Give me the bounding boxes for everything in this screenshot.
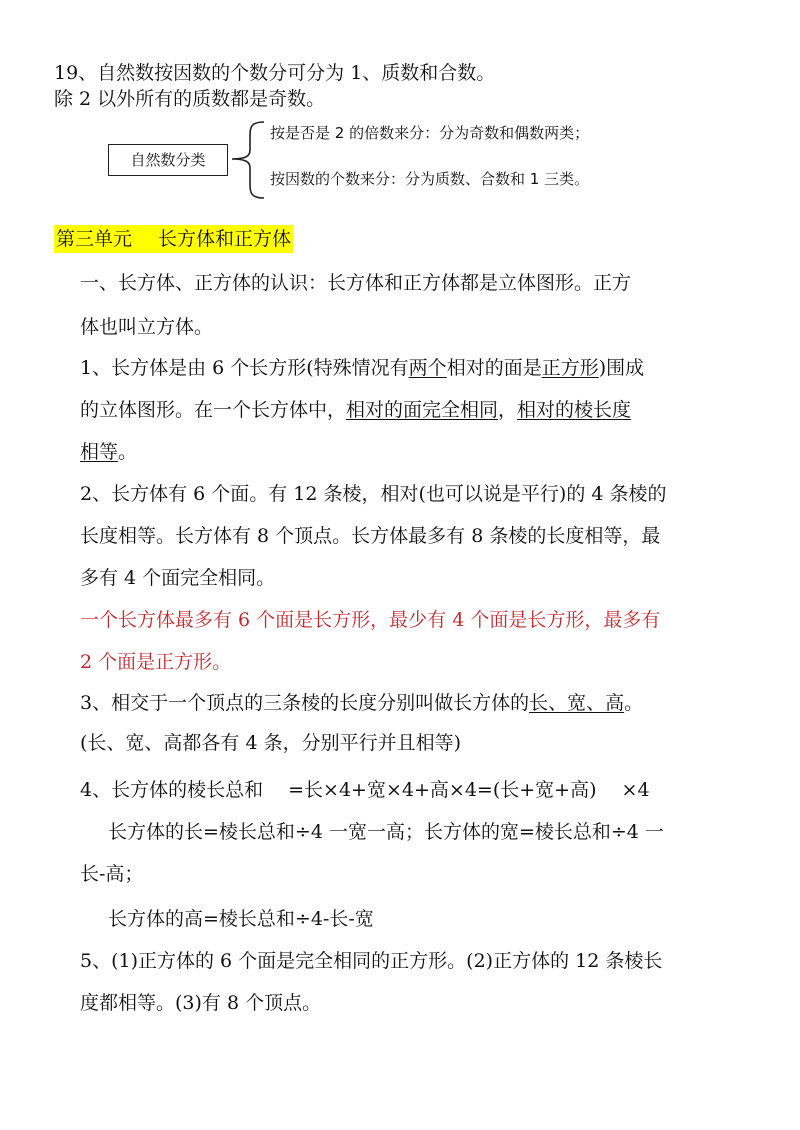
diagram-branch-factors: 按因数的个数来分：分为质数、合数和 1 三类。 xyxy=(270,170,590,188)
point1-text-e: ， xyxy=(498,399,518,421)
point1-text-b: 相对的面是 xyxy=(446,357,542,379)
point5-line1: 5、(1)正方体的 6 个面是完全相同的正方形。(2)正方体的 12 条棱长 xyxy=(80,950,663,972)
section1-line2: 体也叫立方体。 xyxy=(80,316,214,338)
item19-line1: 19、自然数按因数的个数分可分为 1、质数和合数。 xyxy=(54,62,496,84)
unit-heading xyxy=(54,225,293,253)
point1-underline-equal: 相等 xyxy=(80,441,119,463)
point3-line1 xyxy=(80,688,643,715)
point2-line2: 长度相等。长方体有 8 个顶点。长方体最多有 8 条棱的长度相等，最 xyxy=(80,525,661,547)
point3-text-b: 。 xyxy=(624,692,644,714)
point1-line3 xyxy=(80,437,137,464)
red-note-line1: 一个长方体最多有 6 个面是长方形，最少有 4 个面是长方形，最多有 xyxy=(80,609,661,631)
point3-underline-lwh: 长、宽、高 xyxy=(529,692,625,714)
point1-text-a: 1、长方体是由 6 个长方形(特殊情况有 xyxy=(80,357,409,379)
item19-line2: 除 2 以外所有的质数都是奇数。 xyxy=(54,88,326,110)
point1-underline-square: 正方形 xyxy=(541,357,599,379)
point2-line3: 多有 4 个面完全相同。 xyxy=(80,567,276,589)
unit-label: 第三单元 xyxy=(56,228,133,250)
point4-line3: 长-高； xyxy=(80,863,144,885)
point3-text-a: 3、相交于一个顶点的三条棱的长度分别叫做长方体的 xyxy=(80,692,530,714)
point1-text-c: )围成 xyxy=(598,357,645,379)
point4-line2: 长方体的长=棱长总和÷4 一宽一高；长方体的宽=棱长总和÷4 一 xyxy=(108,821,664,843)
section1-line1: 一、长方体、正方体的认识：长方体和正方体都是立体图形。正方 xyxy=(80,272,632,294)
point1-text-f: 。 xyxy=(118,441,138,463)
natural-number-classification-diagram xyxy=(108,120,668,200)
point4-line4: 长方体的高=棱长总和÷4-长-宽 xyxy=(108,908,374,930)
diagram-branch-parity: 按是否是 2 的倍数来分：分为奇数和偶数两类； xyxy=(270,124,590,142)
point1-line1 xyxy=(80,353,644,380)
point1-text-d: 的立体图形。在一个长方体中， xyxy=(80,399,347,421)
point1-underline-edges: 相对的棱长度 xyxy=(517,399,632,421)
red-note-line2: 2 个面是正方形。 xyxy=(80,651,232,673)
diagram-root-box: 自然数分类 xyxy=(108,144,228,176)
point1-underline-two: 两个 xyxy=(408,357,447,379)
point2-line1: 2、长方体有 6 个面。有 12 条棱，相对(也可以说是平行)的 4 条棱的 xyxy=(80,483,667,505)
point5-line2: 度都相等。(3)有 8 个顶点。 xyxy=(80,992,322,1014)
point1-line2 xyxy=(80,395,631,422)
curly-brace-icon xyxy=(226,120,270,200)
point3-line2: (长、宽、高都各有 4 条，分别平行并且相等) xyxy=(80,732,461,754)
point4-line1: 4、长方体的棱长总和 =长×4+宽×4+高×4=(长+宽+高) ×4 xyxy=(80,779,650,801)
unit-title: 长方体和正方体 xyxy=(158,228,292,250)
point1-underline-faces: 相对的面完全相同 xyxy=(346,399,499,421)
